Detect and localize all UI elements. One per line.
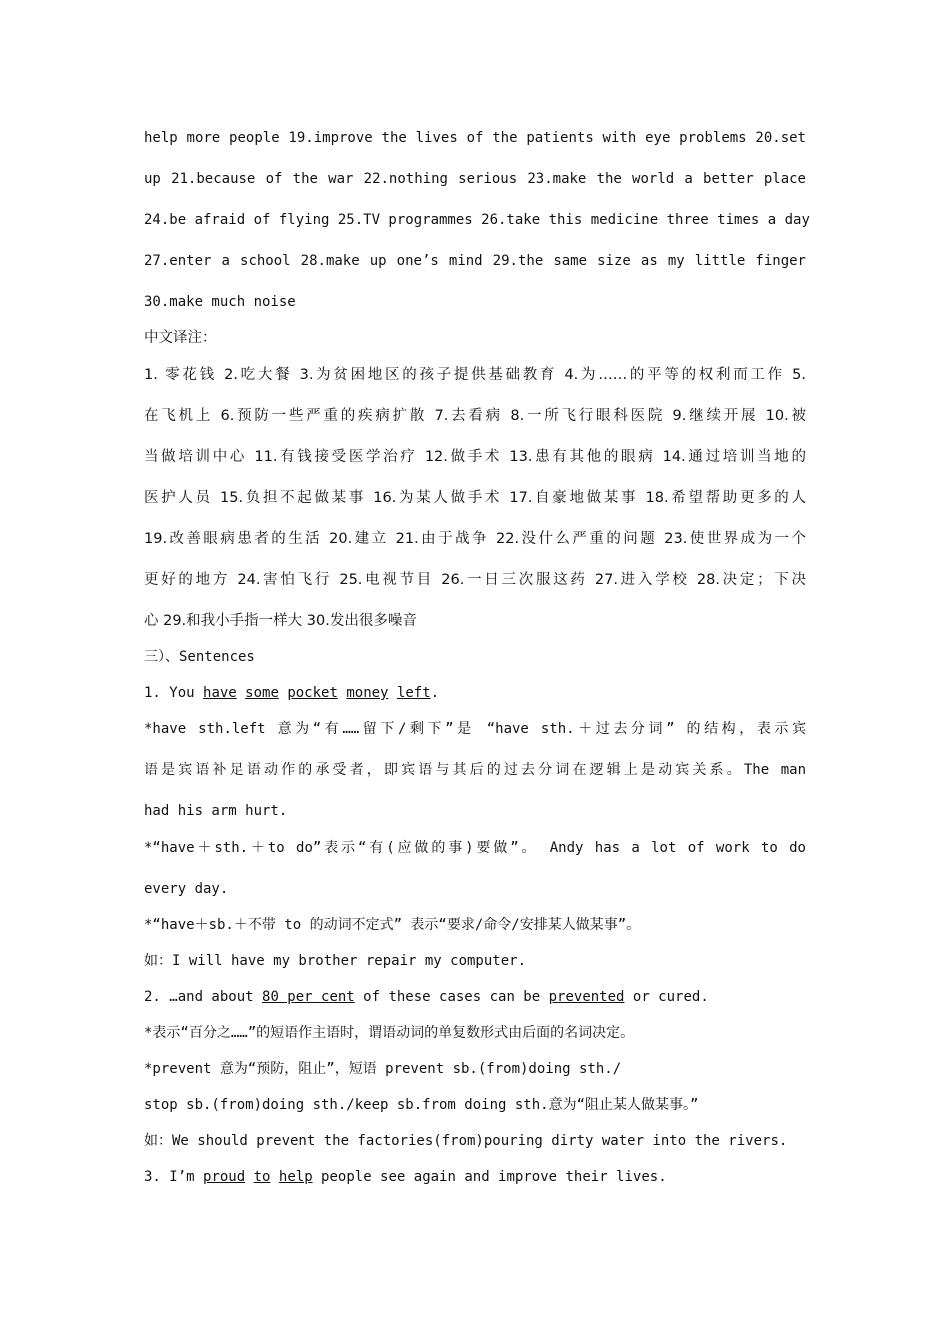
cn-heading: 中文译注： [144,330,217,346]
vocab-cn-line-7: 心 29.和我小手指一样大 30.发出很多噪音 [144,613,417,629]
note-1-1-line-3: had his arm hurt. [144,803,288,819]
sentence-2: 2. …and about 80 per cent of these cases can be prevented or cured. [144,989,709,1005]
vocab-cn-line-6: 更好的地方 24.害怕飞行 25.电视节目 26.一日三次服这药 27.进入学校 28.决定；下决 [144,572,806,588]
vocab-en-line-1: help more people 19.improve the lives of the patients with eye problems 20.set [144,130,806,146]
example-2: 如：We should prevent the factories(from)pouring dirty water into the rivers. [144,1133,788,1149]
note-2-2-line-1: *prevent 意为“预防，阻止”，短语 prevent sb.(from)doing sth./ [144,1061,622,1077]
vocab-cn-line-4: 医护人员 15.负担不起做某事 16.为某人做手术 17.自豪地做某事 18.希望帮助更多的人 [144,490,806,506]
vocab-en-line-2: up 21.because of the war 22.nothing serious 23.make the world a better place [144,171,806,187]
sentence-1: 1. You have some pocket money left. [144,685,440,701]
vocab-en-line-5: 30.make much noise [144,294,296,310]
vocab-cn-line-5: 19.改善眼病患者的生活 20.建立 21.由于战争 22.没什么严重的问题 23.使世界成为一个 [144,531,806,547]
note-2-2-line-2: stop sb.(from)doing sth./keep sb.from doing sth.意为“阻止某人做某事。” [144,1097,699,1113]
vocab-en-line-3: 24.be afraid of flying 25.TV programmes 26.take this medicine three times a day [144,212,810,228]
example-1: 如：I will have my brother repair my computer. [144,953,527,969]
note-1-2-line-1: *“have＋sth.＋to do”表示“有(应做的事)要做”。 Andy has a lot of work to do [144,840,806,856]
note-1-3: *“have＋sb.＋不带 to 的动词不定式” 表示“要求/命令/安排某人做某事”。 [144,917,641,933]
vocab-en-line-4: 27.enter a school 28.make up one’s mind 29.the same size as my little finger [144,253,806,269]
vocab-cn-line-1: 1. 零花钱 2.吃大餐 3.为贫困地区的孩子提供基础教育 4.为……的平等的权利而工作 5. [144,367,806,383]
note-1-1-line-2: 语是宾语补足语动作的承受者，即宾语与其后的过去分词在逻辑上是动宾关系。The man [144,762,806,778]
note-1-1-line-1: *have sth.left 意为“有……留下/剩下”是 “have sth.＋过去分词” 的结构，表示宾 [144,721,806,737]
note-1-2-line-2: every day. [144,881,229,897]
section-heading: 三）、Sentences [144,649,255,665]
vocab-cn-line-2: 在飞机上 6.预防一些严重的疾病扩散 7.去看病 8.一所飞行眼科医院 9.继续开展 10.被 [144,408,806,424]
sentence-3: 3. I’m proud to help people see again and improve their lives. [144,1169,667,1185]
vocab-cn-line-3: 当做培训中心 11.有钱接受医学治疗 12.做手术 13.患有其他的眼病 14.通过培训当地的 [144,449,806,465]
note-2-1: *表示“百分之……”的短语作主语时，谓语动词的单复数形式由后面的名词决定。 [144,1025,635,1041]
